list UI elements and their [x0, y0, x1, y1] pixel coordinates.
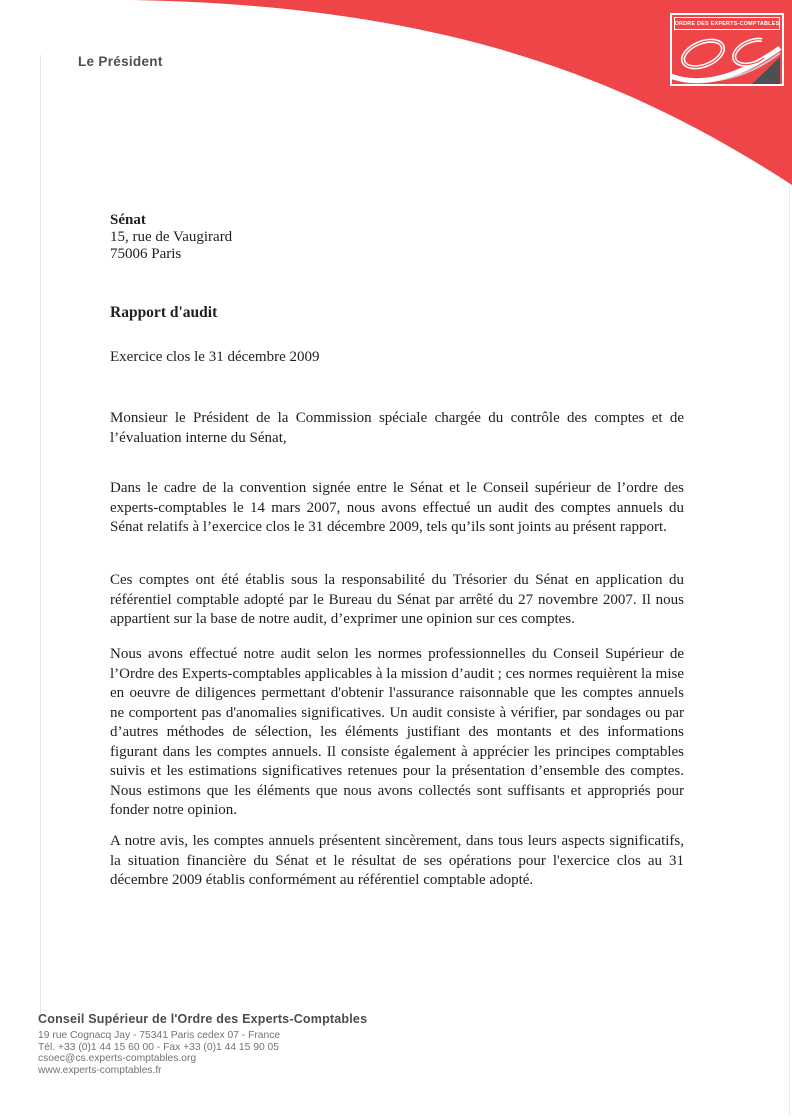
recipient-street: 15, rue de Vaugirard: [110, 229, 233, 245]
sender-title: Le Président: [78, 54, 163, 69]
recipient-city: 75006 Paris: [110, 246, 182, 262]
salutation: Monsieur le Président de la Commission spéciale chargée du contrôle des comptes et de l’évaluation interne du Sénat,: [110, 410, 684, 446]
paragraph-1: Dans le cadre de la convention signée entre le Sénat et le Conseil supérieur de l’ordre des experts-comptables le 14 mars 2007, nous avons effectué un audit des comptes annuels du Sénat relatifs à l’exercice clos le 31 décembre 2009, tels qu’ils sont joints au présent rapport.: [110, 480, 684, 535]
report-title: Rapport d'audit: [110, 304, 218, 321]
footer-address: 19 rue Cognacq Jay - 75341 Paris cedex 07 - France: [38, 1030, 281, 1041]
logo-banner-text: ORDRE DES EXPERTS-COMPTABLES: [674, 20, 780, 27]
oec-logo: [670, 13, 784, 86]
scan-edge-line: [40, 55, 41, 1013]
footer-block: [38, 1012, 367, 1076]
footer-email: csoec@cs.experts-comptables.org: [38, 1053, 197, 1065]
paragraph-4: A notre avis, les comptes annuels présentent sincèrement, dans tous leurs aspects significatifs, la situation financière du Sénat et le résultat de ses opérations pour l'exercice clos au 31 décembre 2009 établis conformément au référentiel comptable adopté.: [110, 833, 684, 888]
logo-banner: [674, 17, 780, 30]
recipient-address-block: [110, 212, 232, 263]
paragraph-3: Nous avons effectué notre audit selon les normes professionnelles du Conseil Supérieur de l’Ordre des Experts-comptables applicables à la mission d’audit ; ces normes requièrent la mise en oeuvre de diligences permettant d'obtenir l'assurance raisonnable que les comptes annuels ne comportent pas d'anomalies significatives. Un audit consiste à vérifier, par sondages ou par d’autres méthodes de sélection, les éléments justifiant des montants et des informations figurant dans les comptes annuels. Il consiste également à apprécier les principes comptables suivis et les estimations significatives retenues pour la présentation d’ensemble des comptes. Nous estimons que les éléments que nous avons collectés sont suffisants et appropriés pour fonder notre opinion.: [110, 646, 684, 818]
footer-org-name: Conseil Supérieur de l'Ordre des Experts-Comptables: [38, 1012, 368, 1026]
report-period: Exercice clos le 31 décembre 2009: [110, 349, 320, 365]
monogram-e: [679, 35, 727, 72]
monogram-c: [734, 40, 764, 65]
footer-phone-fax: Tél. +33 (0)1 44 15 60 00 - Fax +33 (0)1 44 15 90 05: [38, 1041, 279, 1053]
recipient-name: Sénat: [110, 212, 146, 228]
ec-monogram-icon: [672, 31, 782, 86]
paragraph-2: Ces comptes ont été établis sous la responsabilité du Trésorier du Sénat en application du référentiel comptable adopté par le Bureau du Sénat par arrêté du 27 novembre 2007. Il nous appartient sur la base de notre audit, d’exprimer une opinion sur ces comptes.: [110, 572, 684, 627]
footer-website: www.experts-comptables.fr: [38, 1064, 162, 1076]
scan-edge-line-right: [789, 185, 790, 1115]
